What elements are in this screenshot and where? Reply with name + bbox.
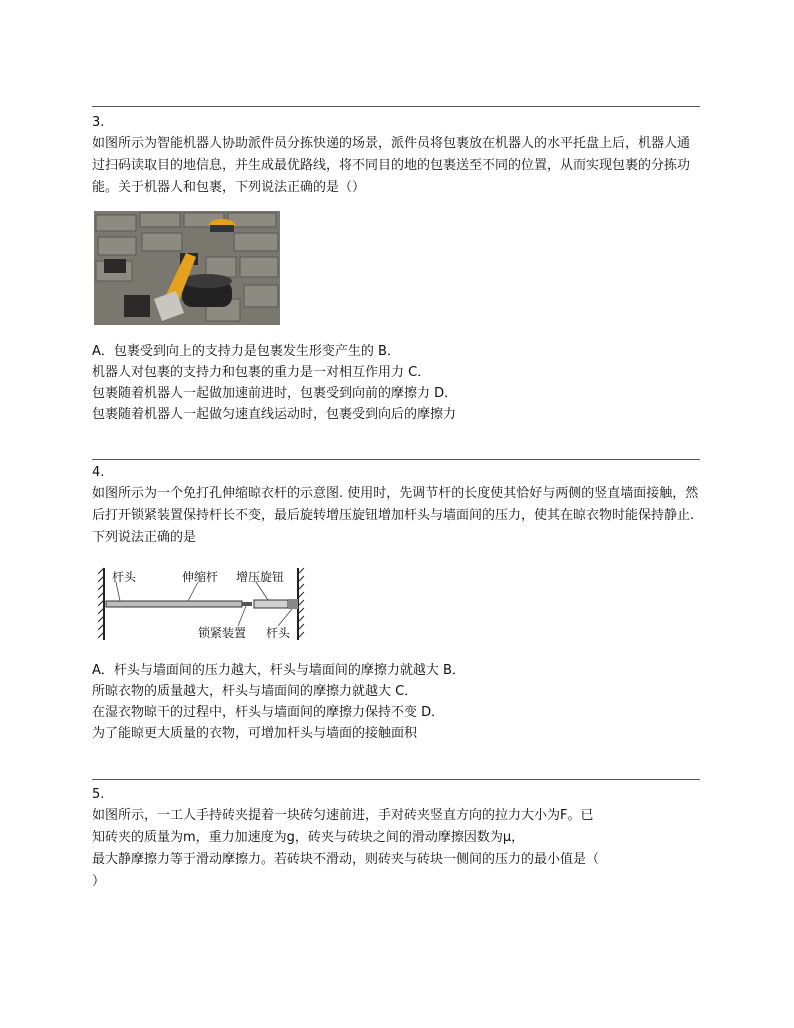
question-3-options (92, 341, 700, 425)
question-stem-line-3: 最大静摩擦力等于滑动摩擦力。若砖块不滑动，则砖夹与砖块一侧间的压力的最小值是（ (92, 852, 600, 867)
option-line-3[interactable]: 在湿衣物晾干的过程中，杆头与墙面间的摩擦力保持不变 D． (92, 705, 445, 720)
divider-q4 (92, 459, 700, 460)
label-lock-device: 锁紧装置 (198, 626, 247, 640)
question-3 (92, 115, 700, 199)
question-stem-line-2: 知砖夹的质量为m，重力加速度为g，砖夹与砖块之间的滑动摩擦因数为μ， (92, 830, 525, 845)
option-line-4[interactable]: 包裹随着机器人一起做匀速直线运动时，包裹受到向后的摩擦力 (92, 407, 457, 422)
question-number: 3. (92, 115, 105, 130)
question-5 (92, 787, 700, 893)
question-4 (92, 465, 700, 549)
question-stem-line-1: 如图所示，一工人手持砖夹提着一块砖匀速前进，手对砖夹竖直方向的拉力大小为F。已 (92, 808, 594, 823)
option-line-2[interactable]: 机器人对包裹的支持力和包裹的重力是一对相互作用力 C． (92, 365, 431, 380)
label-right-head: 杆头 (266, 626, 291, 640)
label-left-head: 杆头 (112, 570, 137, 584)
question-stem: 如图所示为智能机器人协助派件员分拣快递的场景，派件员将包裹放在机器人的水平托盘上后，机器人通过扫码读取目的地信息，并生成最优路线，将不同目的地的包裹送至不同的位置，从而实现包裹的分拣功能。关于机器人和包裹，下列说法正确的是（） (92, 136, 691, 195)
option-line-3[interactable]: 包裹随着机器人一起做加速前进时，包裹受到向前的摩擦力 D． (92, 386, 458, 401)
question-4-options (92, 660, 700, 744)
clothes-rod-diagram (98, 566, 308, 644)
option-line-1[interactable]: A．杆头与墙面间的压力越大，杆头与墙面间的摩擦力就越大 B． (92, 663, 465, 678)
option-line-2[interactable]: 所晾衣物的质量越大，杆头与墙面间的摩擦力就越大 C． (92, 684, 418, 699)
question-stem: 如图所示为一个免打孔伸缩晾衣杆的示意图. 使用时，先调节杆的长度使其恰好与两侧的竖直墙面接触，然后打开锁紧装置保持杆长不变，最后旋转增压旋钮增加杆头与墙面间的压力，使其在晾衣物时能保持静止. 下列说法正确的是 (92, 486, 699, 545)
label-telescopic-rod: 伸缩杆 (182, 570, 219, 584)
divider-q3 (92, 106, 700, 107)
label-pressure-knob: 增压旋钮 (236, 570, 285, 584)
divider-q5 (92, 779, 700, 780)
question-stem-line-4: ） (92, 874, 106, 889)
option-line-1[interactable]: A．包裹受到向上的支持力是包裹发生形变产生的 B． (92, 344, 400, 359)
question-number: 5. (92, 787, 105, 802)
robot-sorting-photo (94, 211, 280, 325)
option-line-4[interactable]: 为了能晾更大质量的衣物，可增加杆头与墙面的接触面积 (92, 726, 418, 741)
question-number: 4. (92, 465, 105, 480)
